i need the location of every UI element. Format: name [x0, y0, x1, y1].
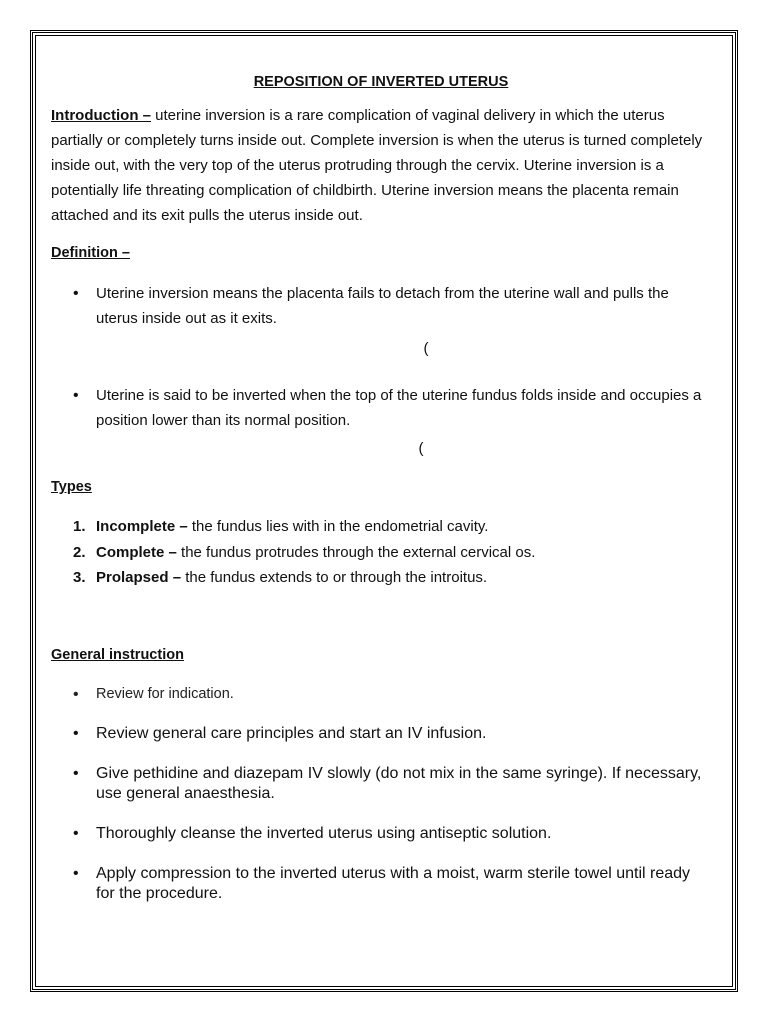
- list-item: [51, 565, 711, 591]
- types-list: [51, 514, 711, 591]
- list-item: • Thoroughly cleanse the inverted uterus using antiseptic solution.: [51, 824, 711, 844]
- list-item: [51, 514, 711, 540]
- type-description: the fundus extends to or through the introitus.: [181, 569, 488, 586]
- type-term: Complete –: [96, 543, 177, 561]
- type-description: the fundus lies with in the endometrial cavity.: [187, 518, 489, 535]
- general-instruction-list: [51, 682, 711, 904]
- item-number: 3.: [73, 569, 86, 586]
- general-instruction-heading: General instruction: [51, 646, 184, 663]
- parenthesis-mark: (: [418, 440, 424, 457]
- introduction-paragraph: [51, 103, 711, 228]
- types-heading: Types: [51, 479, 92, 495]
- type-term: Prolapsed –: [96, 569, 182, 586]
- definition-heading: Definition –: [51, 245, 130, 261]
- list-item: • Uterine inversion means the placenta fails to detach from the uterine wall and pulls the uterus inside out as it exits.: [51, 281, 711, 331]
- list-item: • Review general care principles and start an IV infusion.: [51, 724, 711, 744]
- type-term: Incomplete –: [96, 518, 188, 535]
- document-body: [51, 70, 711, 904]
- introduction-text: uterine inversion is a rare complication of vaginal delivery in which the uterus partially or completely turns inside out. Complete inversion is when the uterus is turned completely inside out, with the very top of the uterus protruding through the cervix. Uterine inversion is a potentially life threating complication of childbirth. Uterine inversion means the placenta remain attached and its exit pulls the uterus inside out.: [51, 107, 703, 224]
- item-number: 1.: [73, 518, 86, 535]
- list-item: • Review for indication.: [51, 682, 711, 707]
- list-item: [51, 540, 711, 566]
- document-title: REPOSITION OF INVERTED UTERUS: [253, 74, 509, 90]
- list-item: • Give pethidine and diazepam IV slowly (do not mix in the same syringe). If necessary, use general anaesthesia.: [51, 764, 711, 804]
- list-item: • Apply compression to the inverted uterus with a moist, warm sterile towel until ready for the procedure.: [51, 864, 711, 904]
- definition-list-continued: [51, 383, 711, 433]
- parenthesis-mark: (: [423, 340, 429, 357]
- list-item: • Uterine is said to be inverted when the top of the uterine fundus folds inside and occupies a position lower than its normal position.: [51, 383, 711, 433]
- introduction-label: Introduction –: [51, 107, 151, 124]
- type-description: the fundus protrudes through the external cervical os.: [176, 543, 536, 561]
- definition-list: [51, 281, 711, 331]
- item-number: 2.: [73, 543, 86, 561]
